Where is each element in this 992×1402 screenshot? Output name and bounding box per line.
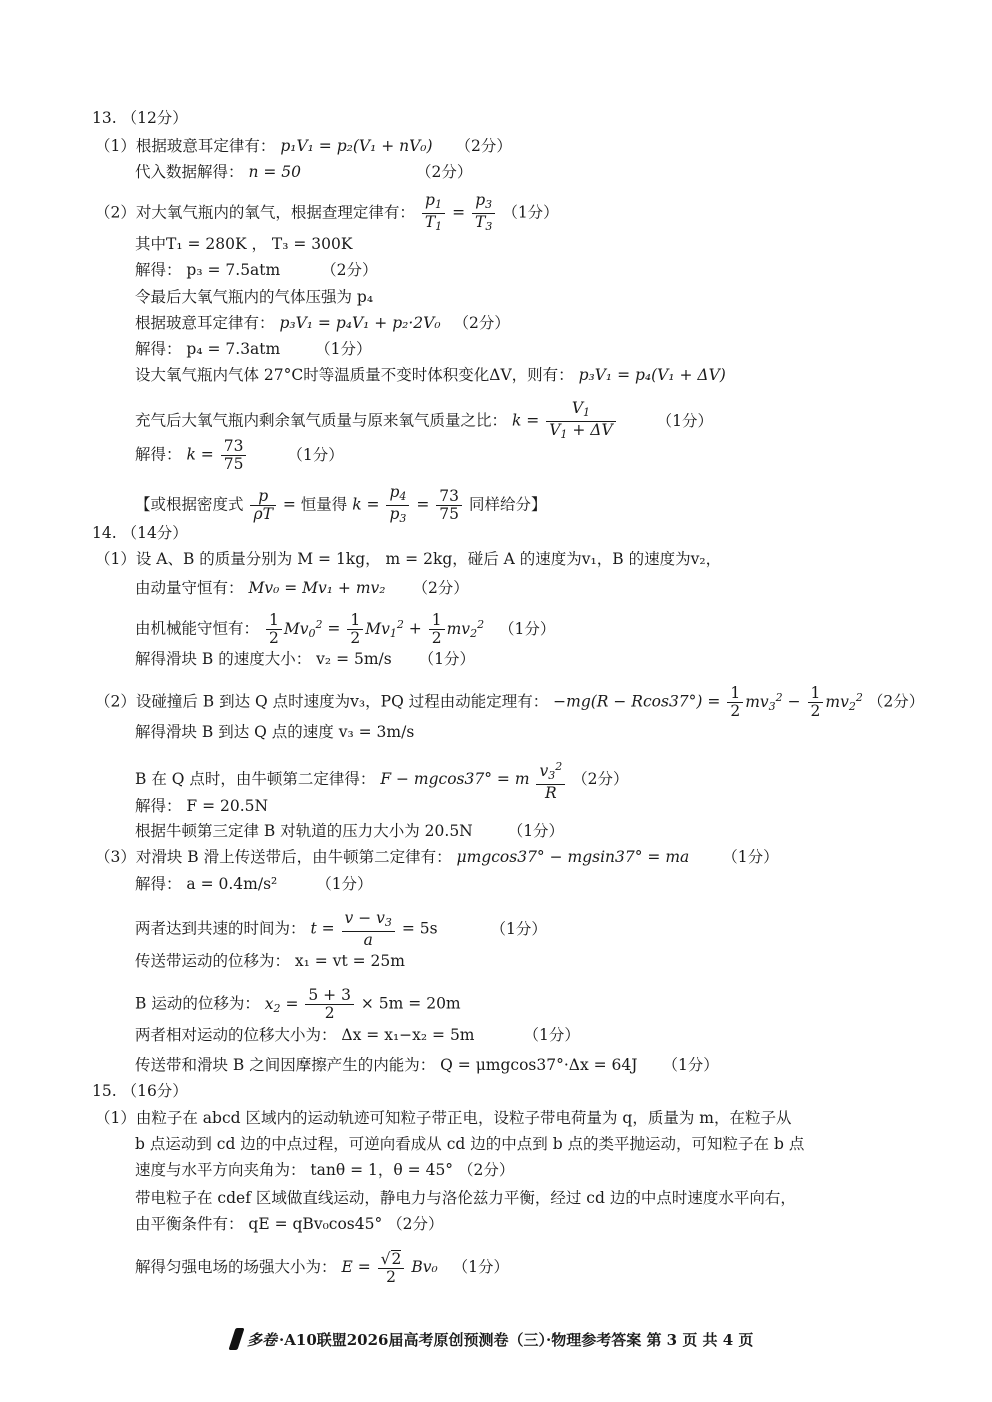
q15-header: 15. （16分） (92, 1082, 188, 1100)
q13-alt-text-1: 【或根据密度式 (135, 495, 244, 514)
q13-part2: （2）对大氧气瓶内的氧气，根据查理定律有： $\frac{p_1}{T_1}$ = $\frac{p_3}{T_3}$ （1分） (95, 191, 559, 233)
q14-v2-score: （1分） (418, 650, 476, 668)
k-alt-num: 73 (436, 488, 462, 506)
q13-k-res-label: 解得： (135, 445, 182, 464)
q15-line-5: 由平衡条件有： qE = qBv₀cos45° （2分） (135, 1215, 444, 1233)
p-over-rhoT-fraction: $\frac{p}{\rho T}$ (250, 488, 275, 523)
q14-newton-eq: F − mgcos37° = m (380, 770, 530, 788)
sqrt2-over-2-fraction: $\frac{√2}{2}$ (378, 1250, 405, 1286)
q14-p2-text: （2）设碰撞后 B 到达 Q 点时速度为v₃，PQ 过程由动能定理有： (95, 692, 549, 711)
q13-p1-eq: p₁V₁ = p₂(V₁ + nV₀) (280, 137, 433, 155)
avg-velocity-fraction: $\frac{5 + 3}{2}$ (305, 987, 354, 1022)
v3sq-over-r-fraction: $\frac{v_3^2}{R}$ (536, 758, 565, 802)
q13-p3-res: 解得： p₃ = 7.5atm (135, 261, 281, 279)
q14-momentum (135, 578, 469, 598)
q15-line-3: 速度与水平方向夹角为： tanθ = 1，θ = 45° （2分） (135, 1161, 515, 1179)
q14-time-label: 两者达到共速的时间为： (135, 919, 306, 938)
q14-b-disp-label: B 运动的位移为： (135, 994, 260, 1013)
q14-heat-text: 传送带和滑块 B 之间因摩擦产生的内能为： Q = μmgcos37°·Δx = 64J (135, 1056, 638, 1074)
q14-energy: 由机械能守恒有： $\frac{1}{2}$ $Mv_0^2$ = $\frac{1}{2}$ $Mv_1^2$ + $\frac{1}{2}$ $mv_2^2$ （1分） (135, 611, 556, 647)
q13-k-score: （1分） (287, 445, 344, 464)
q14-p3-text: （3）对滑块 B 滑上传送带后，由牛顿第二定律有： (95, 848, 452, 866)
q13-k-result: 解得： k = $\frac{73}{75}$ （1分） (135, 437, 344, 473)
q15-line-1: （1）由粒子在 abcd 区域内的运动轨迹可知粒子带正电，设粒子带电荷量为 q，质量为 m，在粒子从 (95, 1109, 792, 1127)
q14-v2-result (135, 649, 475, 669)
q14-a-result (135, 874, 373, 894)
q14-p3-eq: μmgcos37° − mgsin37° = ma (456, 848, 690, 866)
q13-boyle2-eq: p₃V₁ = p₄V₁ + p₂·2V₀ (279, 314, 441, 332)
q13-p1-sub-eq: n = 50 (248, 163, 302, 181)
q14-mom-score: （2分） (412, 579, 469, 597)
q13-ratio: 充气后大氧气瓶内剩余氧气质量与原来氧气质量之比： k = $\frac{V_1}{V_1 + \Delta V}$ （1分） (135, 399, 713, 441)
q14-v3-result: 解得滑块 B 到达 Q 点的速度 v₃ = 3m/s (135, 723, 415, 741)
q14-energy-label: 由机械能守恒有： (135, 619, 260, 638)
q13-part1 (95, 136, 512, 156)
q15-e-result: 解得匀强电场的场强大小为： E = $\frac{√2}{2}$ Bv₀ （1分） (135, 1250, 510, 1286)
brand-logo-text: 多卷 (247, 1331, 278, 1349)
p4-over-p3-fraction: $\frac{p_4}{p_3}$ (386, 484, 409, 527)
k-num: 73 (221, 438, 247, 456)
q13-p2-score: （1分） (502, 203, 559, 222)
p1-over-t1-fraction: $\frac{p_1}{T_1}$ (422, 192, 445, 235)
q14-third-law-text: 根据牛顿第三定律 B 对轨道的压力大小为 20.5N (135, 822, 473, 840)
q13-t-values: 其中T₁ = 280K ， T₃ = 300K (135, 235, 353, 253)
q14-energy-score: （1分） (499, 619, 556, 638)
q14-time-score: （1分） (490, 919, 547, 938)
q13-p3-result (135, 260, 378, 280)
q14-a-score: （1分） (316, 875, 373, 893)
q13-alt-text-3: 同样给分】 (468, 495, 547, 514)
q13-boyle2-score: （2分） (453, 314, 510, 332)
q13-ratio-label: 充气后大氧气瓶内剩余氧气质量与原来氧气质量之比： (135, 411, 508, 430)
q15-e-label: 解得匀强电场的场强大小为： (135, 1258, 337, 1276)
q14-header: 14. （14分） (92, 524, 188, 542)
brand-logo-icon (228, 1328, 244, 1350)
q14-rel-disp: 两者相对运动的位移大小为： Δx = x₁−x₂ = 5m (135, 1026, 475, 1044)
q14-belt-displacement: 传送带运动的位移为： x₁ = vt = 25m (135, 952, 405, 970)
q14-a-res: 解得： a = 0.4m/s² (135, 875, 278, 893)
q14-newton-label: B 在 Q 点时，由牛顿第二定律得： (135, 770, 376, 788)
q14-heat-score: （1分） (662, 1056, 719, 1074)
q13-dv (135, 365, 726, 385)
q14-mom-label: 由动量守恒有： (135, 579, 244, 597)
q14-v2-res: 解得滑块 B 的速度大小： v₂ = 5m/s (135, 650, 392, 668)
q14-p2-eq: −mg(R − Rcos37°) = (553, 692, 721, 711)
footer-text: ·A10联盟2026届高考原创预测卷（三）·物理参考答案 第 3 页 共 4 页 (279, 1331, 754, 1349)
q13-p4-result (135, 339, 372, 359)
q14-b-disp-tail: × 5m = 20m (360, 994, 461, 1013)
q14-heat (135, 1055, 719, 1075)
q13-ratio-score: （1分） (656, 411, 713, 430)
q13-p1-sub-label: 代入数据解得： (135, 163, 244, 181)
k-ratio-fraction: $\frac{V_1}{V_1 + \Delta V}$ (546, 400, 615, 443)
q14-time-eq-tail: = 5s (401, 919, 438, 938)
q13-alt-text-2: = 恒量得 (282, 495, 348, 514)
q13-alternative: 【或根据密度式 $\frac{p}{\rho T}$ = 恒量得 k = $\frac{p_4}{p_3}$ = $\frac{73}{75}$ 同样给分】 (135, 483, 547, 525)
page-footer (232, 1328, 753, 1350)
q13-p4-score: （1分） (315, 340, 372, 358)
q14-p3-score: （1分） (722, 848, 779, 866)
q13-p1-sub-score: （2分） (415, 163, 473, 181)
q14-p2-score: （2分） (867, 692, 925, 711)
q13-part1-result (135, 162, 472, 182)
q14-part3 (95, 847, 779, 867)
q14-f-result: 解得： F = 20.5N (135, 797, 269, 815)
q13-p4-intro: 令最后大氧气瓶内的气体压强为 p₄ (135, 288, 374, 306)
q13-header: 13. （12分） (92, 109, 188, 127)
k-den: 75 (223, 455, 244, 473)
q14-relative-displacement (135, 1025, 580, 1045)
k-alt-fraction (436, 488, 462, 523)
q14-third-law (135, 821, 564, 841)
q13-p2-label: （2）对大氧气瓶内的氧气，根据查理定律有： (95, 203, 415, 222)
q14-time: 两者达到共速的时间为： t = $\frac{v - v_3}{a}$ = 5s （1分） (135, 909, 547, 949)
q13-p1-label: （1）根据玻意耳定律有： (95, 137, 276, 155)
q14-mom-eq: Mv₀ = Mv₁ + mv₂ (248, 579, 386, 597)
q15-line-4: 带电粒子在 cdef 区域做直线运动，静电力与洛伦兹力平衡，经过 cd 边的中点时速度水平向右， (135, 1189, 796, 1207)
q15-e-score: （1分） (452, 1258, 510, 1276)
q14-b-displacement: B 运动的位移为： $x_2$ = $\frac{5 + 3}{2}$ × 5m = 20m (135, 986, 461, 1022)
p3-over-t3-fraction: $\frac{p_3}{T_3}$ (472, 192, 495, 235)
q13-dv-text: 设大氧气瓶内气体 27°C时等温质量不变时体积变化ΔV，则有： (135, 366, 574, 384)
q13-p4-res: 解得： p₄ = 7.3atm (135, 340, 281, 358)
q15-e-tail: Bv₀ (411, 1258, 438, 1276)
q13-boyle2-label: 根据玻意耳定律有： (135, 314, 275, 332)
q15-line-2: b 点运动到 cd 边的中点过程，可逆向看成从 cd 边的中点到 b 点的类平抛运动，可知粒子在 b 点 (135, 1135, 805, 1153)
q14-third-law-score: （1分） (507, 822, 565, 840)
k-alt-den: 75 (439, 505, 459, 523)
q13-p1-score: （2分） (455, 137, 512, 155)
q14-part2: （2）设碰撞后 B 到达 Q 点时速度为v₃，PQ 过程由动能定理有： −mg(R − Rcos37°) = $\frac{1}{2}$ $mv_3^2$ − $\frac{1}{2}$ $mv_2^2$ （2分） (95, 684, 925, 720)
q14-part1: （1）设 A、B 的质量分别为 M = 1kg， m = 2kg，碰后 A 的速度为v₁，B 的速度为v₂， (95, 550, 722, 568)
q13-dv-eq: p₃V₁ = p₄(V₁ + ΔV) (578, 366, 726, 384)
time-fraction: $\frac{v - v_3}{a}$ (342, 910, 395, 949)
q13-boyle2 (135, 313, 510, 333)
q14-rel-score: （1分） (523, 1026, 580, 1044)
q13-p3-score: （2分） (321, 261, 378, 279)
k-value-fraction (221, 438, 247, 473)
q14-newton-score: （2分） (572, 770, 629, 788)
